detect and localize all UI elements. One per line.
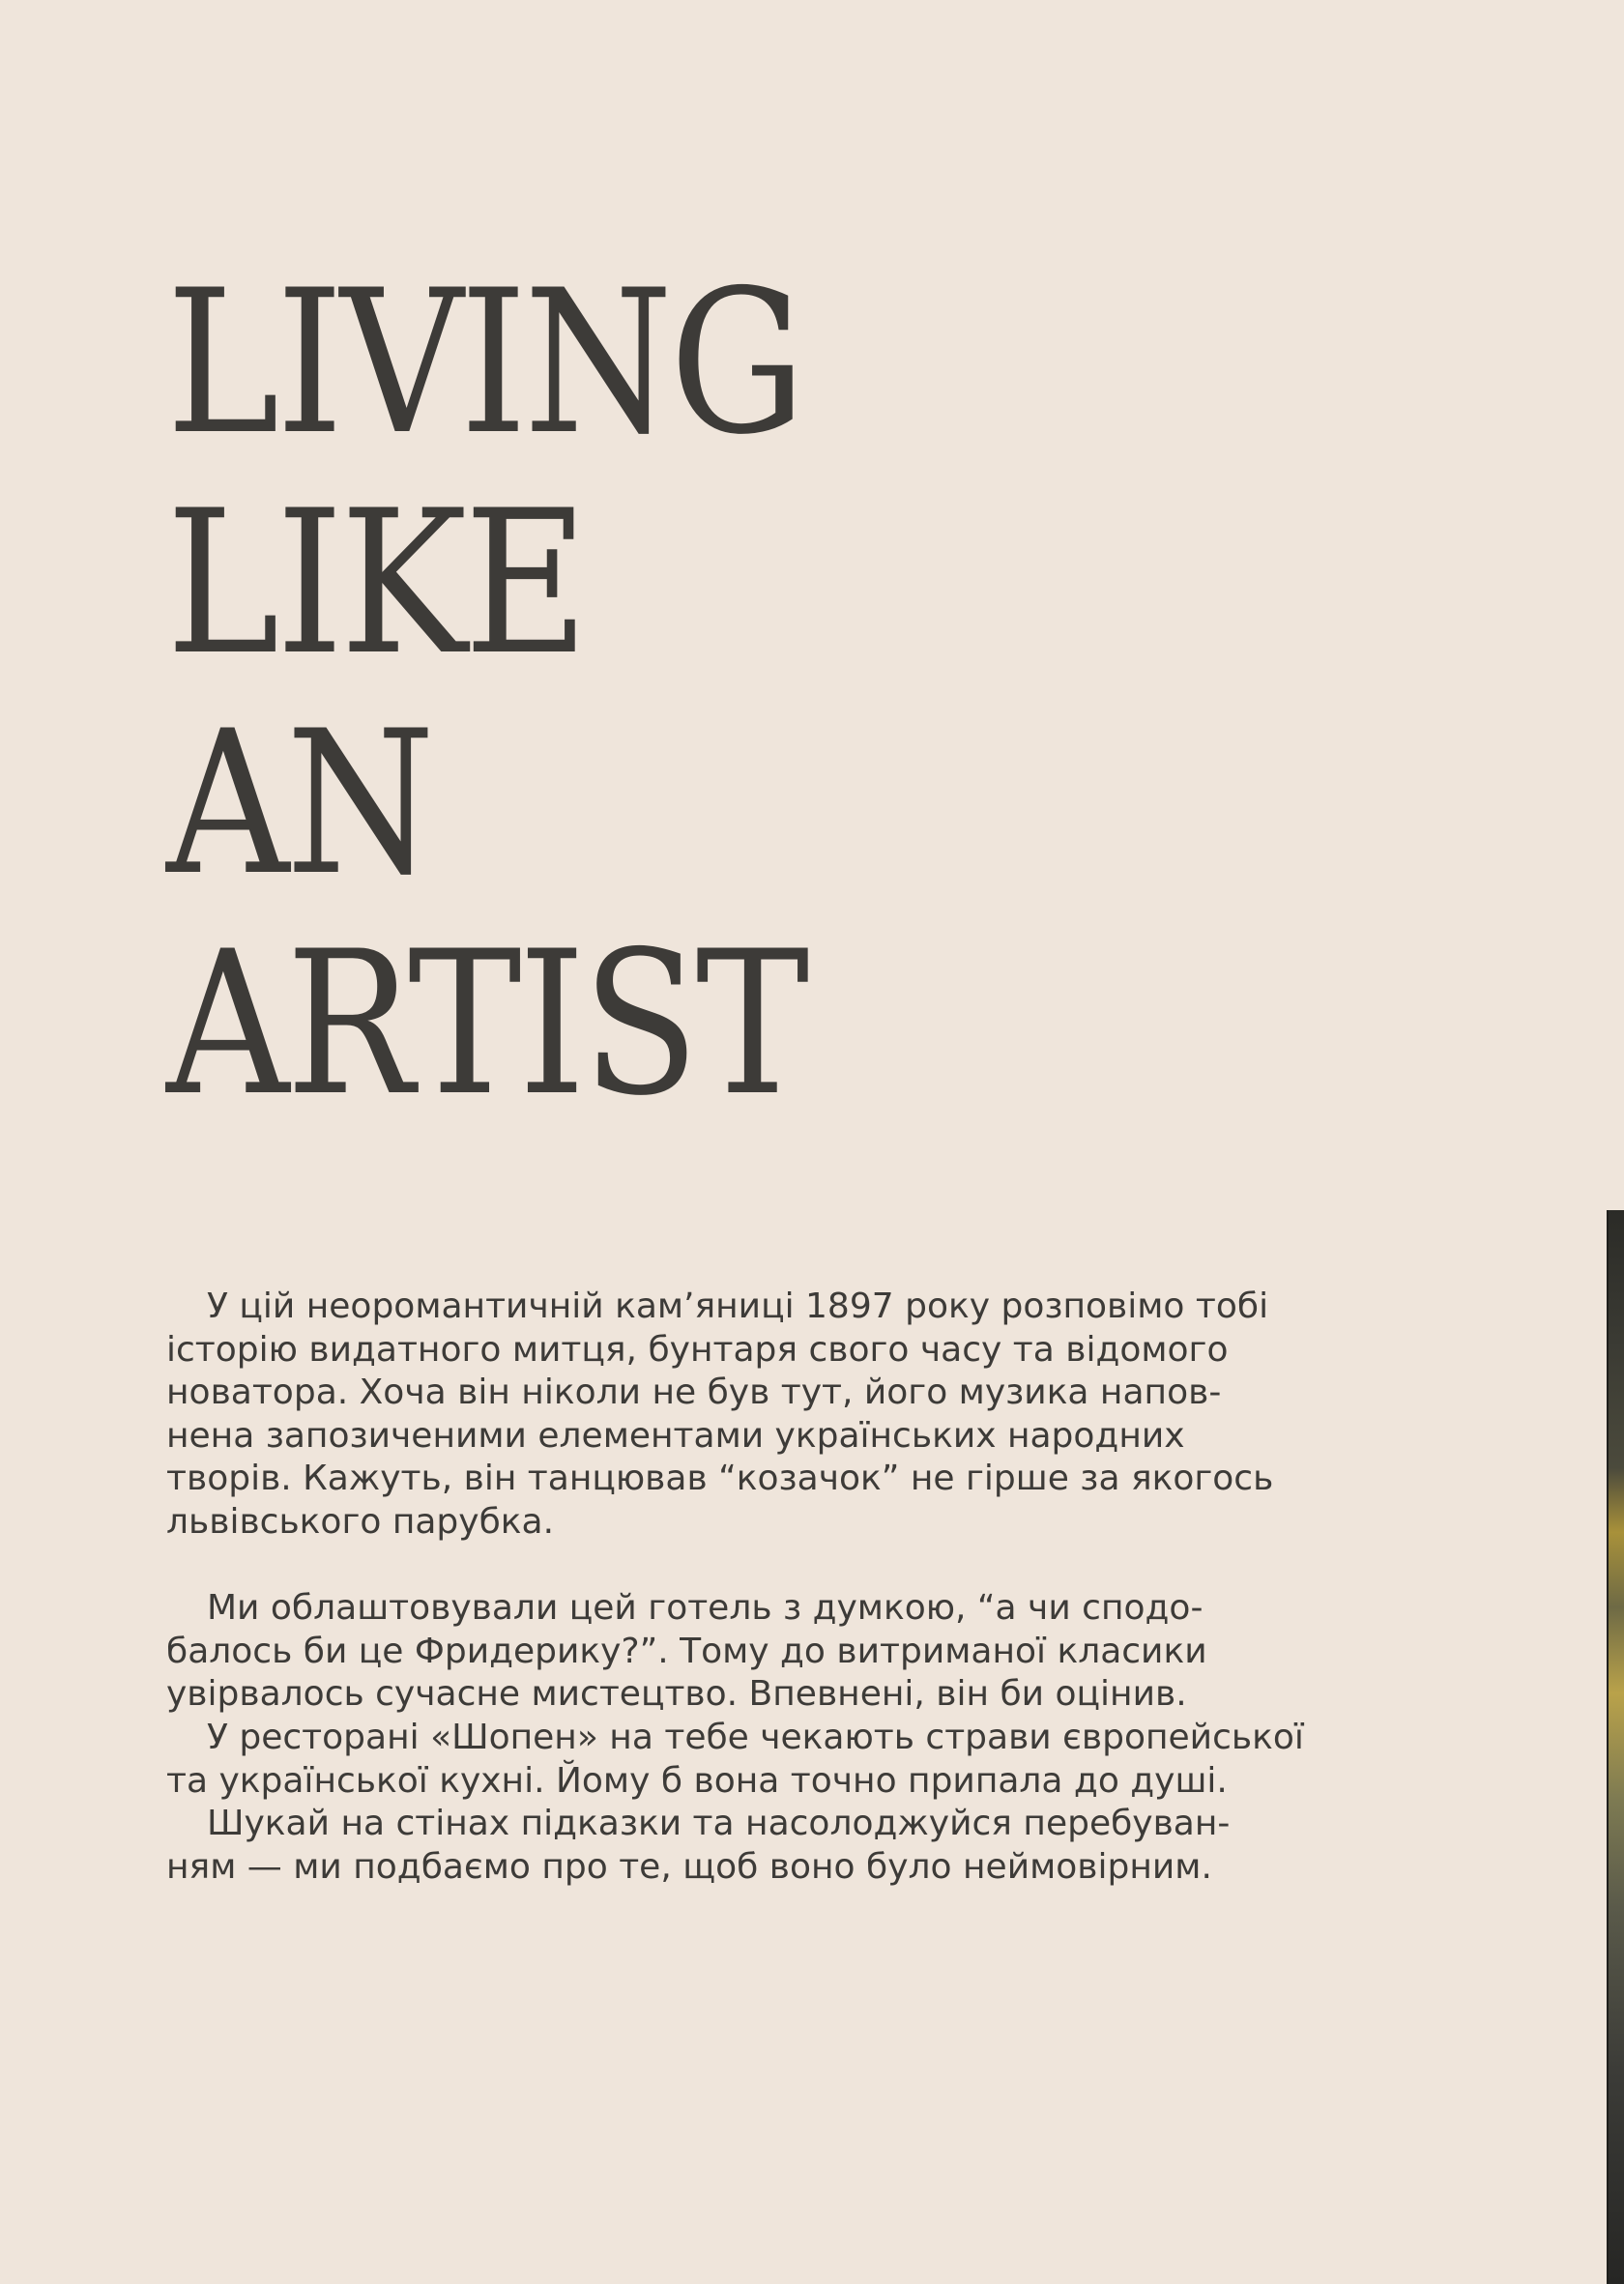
text-line: У ресторані «Шопен» на тебе чекають страви європейської <box>207 1717 1304 1757</box>
text-line: ням — ми подбаємо про те, щоб воно було неймовірним. <box>166 1846 1212 1887</box>
text-line: нена запозиченими елементами українських народних <box>166 1415 1185 1456</box>
paragraph-spacer <box>166 1545 1346 1588</box>
headline-line-like: LIKE <box>166 469 586 699</box>
body-text <box>166 1286 1346 1889</box>
text-line: та української кухні. Йому б вона точно припала до душі. <box>166 1760 1228 1801</box>
text-line: балось би це Фридерику?”. Тому до витриманої класики <box>166 1631 1207 1671</box>
paragraph-intro <box>166 1286 1346 1545</box>
headline-line-living: LIVING <box>166 248 803 478</box>
paragraph-hotel <box>166 1587 1346 1717</box>
text-line: У цій неоромантичній кам’яниці 1897 року розповімо тобі <box>207 1287 1269 1326</box>
adjacent-page-photo-edge <box>1607 1210 1624 2284</box>
text-line: Шукай на стінах підказки та насолоджуйся перебуван- <box>207 1804 1231 1844</box>
text-line: Ми облаштовували цей готель з думкою, “а чи сподо- <box>207 1588 1204 1629</box>
text-line: новатора. Хоча він ніколи не був тут, його музика напов- <box>166 1373 1222 1413</box>
text-line: творів. Кажуть, він танцював “козачок” не гірше за якогось <box>166 1459 1274 1499</box>
headline-line-an: AN <box>166 689 432 919</box>
text-line: увірвалось сучасне мистецтво. Впевнені, він би оцінив. <box>166 1674 1187 1715</box>
headline-line-artist: ARTIST <box>166 910 806 1140</box>
text-line: історію видатного митця, бунтаря свого часу та відомого <box>166 1329 1229 1370</box>
paragraph-closing <box>166 1803 1346 1889</box>
headline <box>166 248 806 1140</box>
paragraph-restaurant <box>166 1717 1346 1803</box>
text-line: львівського парубка. <box>166 1501 555 1542</box>
